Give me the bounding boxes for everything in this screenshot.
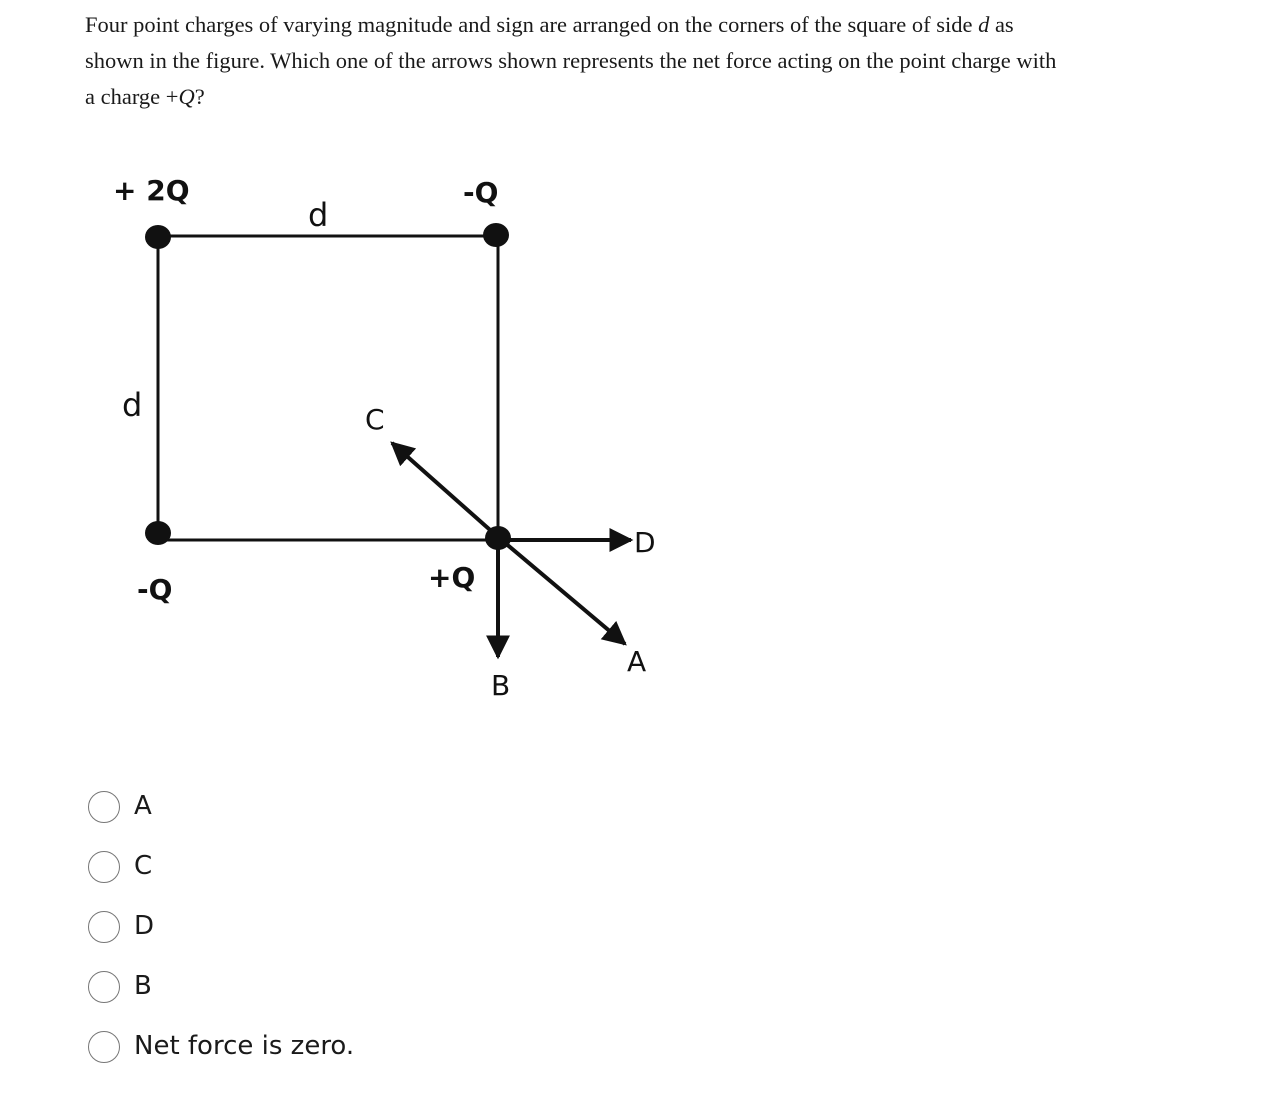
answer-option-label: C xyxy=(134,851,153,881)
answer-option[interactable] xyxy=(88,1016,354,1076)
answer-option[interactable] xyxy=(88,956,354,1016)
radio-button[interactable] xyxy=(88,851,120,883)
charge-label-top-right: -Q xyxy=(463,176,499,209)
charge-dot-top-right xyxy=(483,223,509,247)
answer-option[interactable] xyxy=(88,836,354,896)
question-line2: shown in the figure. Which one of the arrows shown represents the net force acting on the point charge with xyxy=(85,48,1057,73)
side-label-top: d xyxy=(308,196,329,234)
answer-option[interactable] xyxy=(88,896,354,956)
charge-label-bottom-right: +Q xyxy=(428,561,476,594)
charge-dot-bottom-right xyxy=(485,526,511,550)
arrow-label-b: B xyxy=(491,669,511,702)
arrow-label-a: A xyxy=(627,645,647,678)
radio-button[interactable] xyxy=(88,911,120,943)
question-line1-suffix: as xyxy=(989,12,1014,37)
charge-label-bottom-left: -Q xyxy=(137,573,173,606)
question-line1-prefix: Four point charges of varying magnitude and sign are arranged on the corners of the square of side xyxy=(85,12,979,37)
question-line3-prefix: a charge + xyxy=(85,84,179,109)
radio-button[interactable] xyxy=(88,791,120,823)
charge-dot-top-left xyxy=(145,225,171,249)
answer-option-label: D xyxy=(134,911,155,941)
radio-button[interactable] xyxy=(88,971,120,1003)
answer-option-label: Net force is zero. xyxy=(134,1031,355,1061)
answer-option-label: B xyxy=(134,971,152,1001)
question-line3-suffix: ? xyxy=(194,84,205,109)
charge-label-top-left: + 2Q xyxy=(113,174,190,207)
question-line1-var: d xyxy=(978,12,990,37)
arrow-label-d: D xyxy=(634,526,656,559)
question-line3-var: Q xyxy=(178,84,195,109)
answer-option[interactable] xyxy=(88,776,354,836)
answer-option-label: A xyxy=(134,791,152,821)
charge-dot-bottom-left xyxy=(145,521,171,545)
arrow-c xyxy=(392,443,498,537)
arrow-a xyxy=(498,537,625,644)
side-label-left: d xyxy=(122,386,143,424)
radio-button[interactable] xyxy=(88,1031,120,1063)
answer-options xyxy=(88,776,354,1076)
arrow-label-c: C xyxy=(365,403,385,436)
